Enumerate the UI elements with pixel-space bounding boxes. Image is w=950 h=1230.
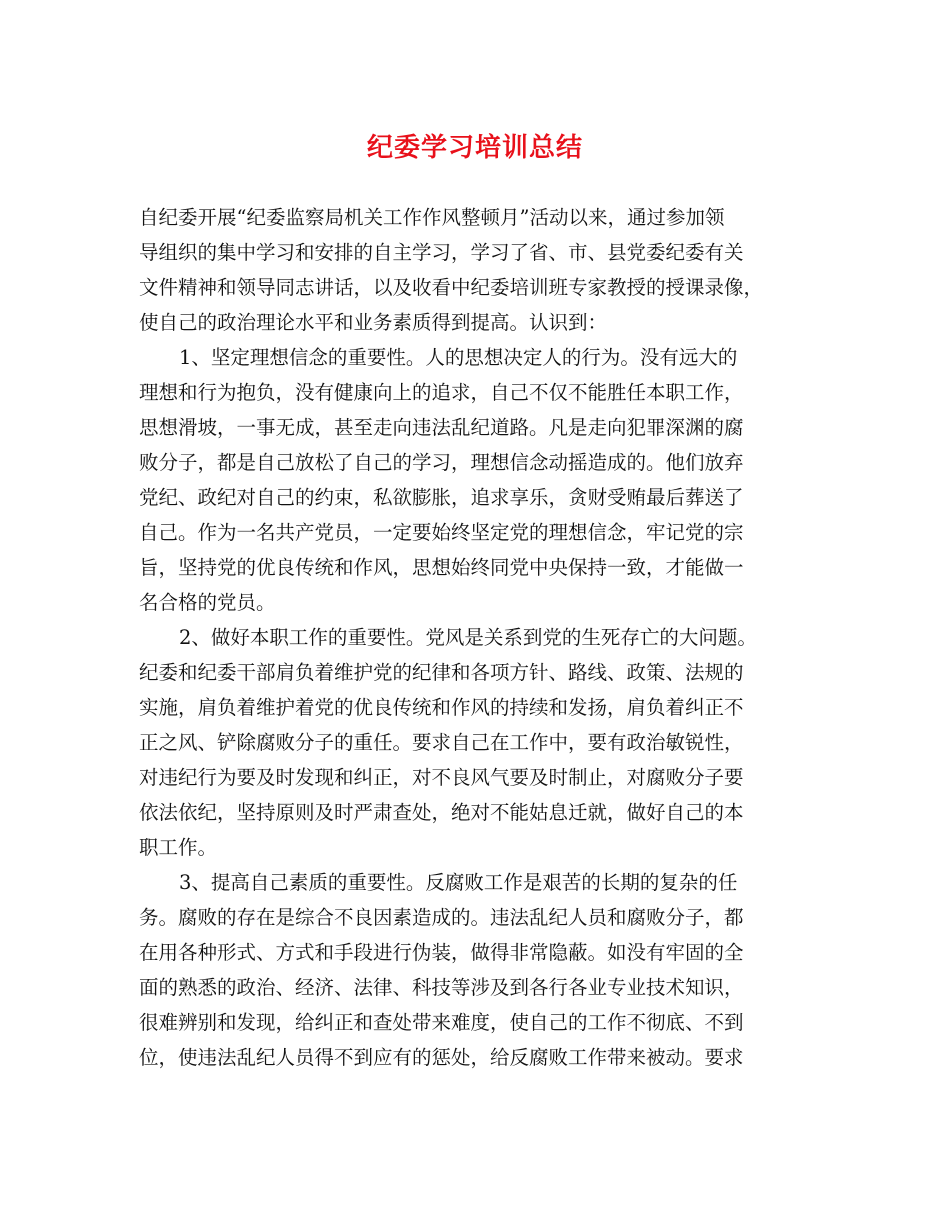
text-line: 理想和行为抱负，没有健康向上的追求，自己不仅不能胜任本职工作，	[139, 381, 744, 404]
text-line: 使自己的政治理论水平和业务素质得到提高。认识到：	[139, 311, 608, 334]
text-line: 思想滑坡，一事无成，甚至走向违法乱纪道路。凡是走向犯罪深渊的腐	[139, 416, 744, 439]
text-line: 党纪、政纪对自己的约束，私欲膨胀，追求享乐，贪财受贿最后葬送了	[139, 486, 744, 509]
text-line: 在用各种形式、方式和手段进行伪装，做得非常隐蔽。如没有牢固的全	[139, 941, 744, 964]
text-line: 自己。作为一名共产党员，一定要始终坚定党的理想信念，牢记党的宗	[139, 521, 744, 544]
text-line: 对违纪行为要及时发现和纠正，对不良风气要及时制止，对腐败分子要	[139, 766, 744, 789]
text-line: 正之风、铲除腐败分子的重任。要求自己在工作中，要有政治敏锐性，	[139, 731, 744, 754]
text-line: 自纪委开展“纪委监察局机关工作作风整顿月”活动以来，通过参加领	[139, 206, 725, 229]
document-body	[139, 200, 819, 1075]
text-line: 很难辨别和发现，给纠正和查处带来难度，使自己的工作不彻底、不到	[139, 1011, 744, 1034]
text-line: 名合格的党员。	[139, 591, 276, 614]
text-line: 纪委和纪委干部肩负着维护党的纪律和各项方针、路线、政策、法规的	[139, 661, 744, 684]
text-line: 败分子，都是自己放松了自己的学习，理想信念动摇造成的。他们放弃	[139, 451, 744, 474]
text-line: 职工作。	[139, 836, 218, 859]
text-line: 面的熟悉的政治、经济、法律、科技等涉及到各行各业专业技术知识，	[139, 976, 744, 999]
text-line: 务。腐败的存在是综合不良因素造成的。违法乱纪人员和腐败分子，都	[139, 906, 744, 929]
text-line: 1、坚定理想信念的重要性。人的思想决定人的行为。没有远大的	[179, 346, 738, 369]
text-line: 导组织的集中学习和安排的自主学习，学习了省、市、县党委纪委有关	[139, 241, 744, 264]
text-line: 文件精神和领导同志讲话，以及收看中纪委培训班专家教授的授课录像，	[139, 276, 764, 299]
document-title: 纪委学习培训总结	[366, 133, 583, 163]
text-line: 3、提高自己素质的重要性。反腐败工作是艰苦的长期的复杂的任	[179, 871, 738, 894]
text-line: 旨，坚持党的优良传统和作风，思想始终同党中央保持一致，才能做一	[139, 556, 744, 579]
text-line: 2、做好本职工作的重要性。党风是关系到党的生死存亡的大问题。	[179, 626, 757, 649]
text-line: 位，使违法乱纪人员得不到应有的惩处，给反腐败工作带来被动。要求	[139, 1046, 744, 1069]
text-line: 实施，肩负着维护着党的优良传统和作风的持续和发扬，肩负着纠正不	[139, 696, 744, 719]
text-line: 依法依纪，坚持原则及时严肃查处，绝对不能姑息迁就，做好自己的本	[139, 801, 744, 824]
